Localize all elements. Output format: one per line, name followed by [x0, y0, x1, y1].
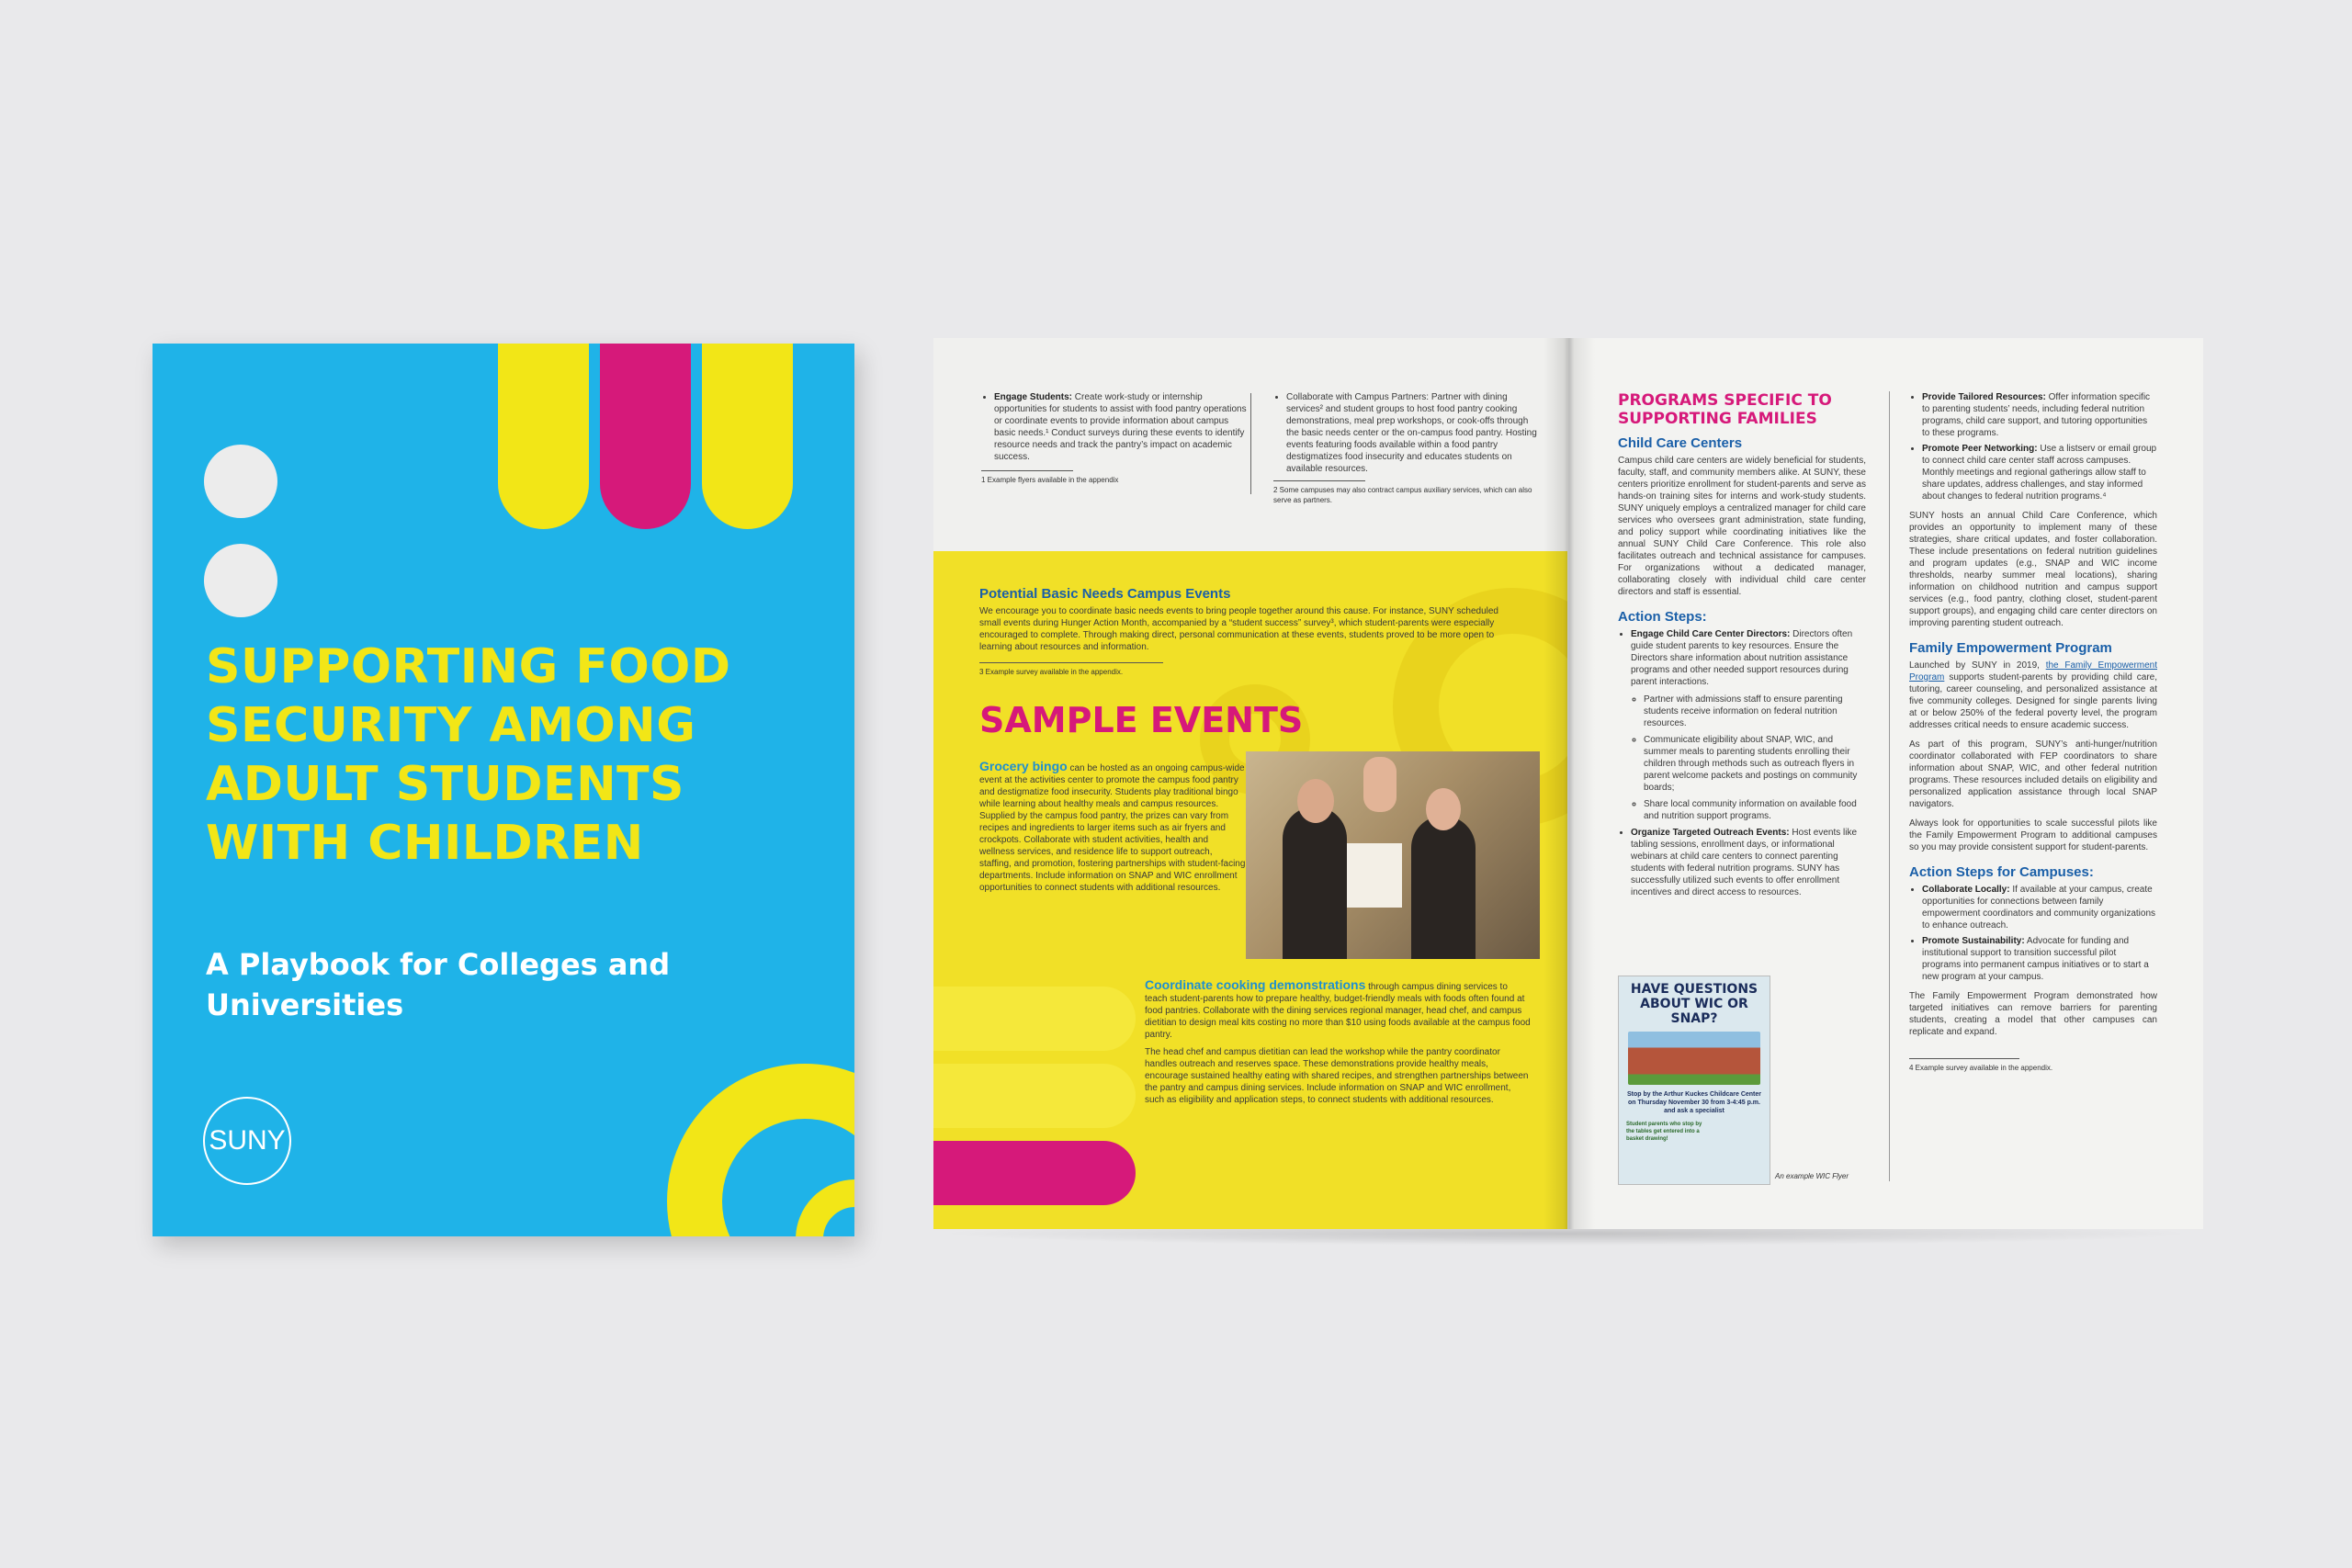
- campus-steps-heading: Action Steps for Campuses:: [1909, 864, 2094, 880]
- potential-events-heading: Potential Basic Needs Campus Events: [979, 586, 1231, 602]
- footnote-1: 1 Example flyers available in the appendix: [981, 476, 1119, 484]
- child-care-heading: Child Care Centers: [1618, 435, 1743, 451]
- flyer-building: [1628, 1032, 1760, 1085]
- open-brochure-spread: [933, 338, 2203, 1229]
- yellow-bar-deco-2: [933, 1064, 1136, 1128]
- closing-text: The Family Empowerment Program demonstrated how targeted initiatives can remove barriers for parenting students, creating a model that other campuses can replicate and expand.: [1909, 991, 2157, 1037]
- right-col2: [1909, 391, 2157, 1073]
- flyer-heading: HAVE QUESTIONS ABOUT WIC OR SNAP?: [1630, 982, 1758, 1026]
- suny-logo: SUNY: [203, 1097, 291, 1185]
- action-sub-list: ◦ Partner with admissions staff to ensure parenting students receive information on federal nutrition resources. ◦ Communicate eligibility about SNAP, WIC, and summer meals to parenting students enrolling their children through methods such as outreach flyers in parent welcome packets and postings on community boards; ◦ Share local community information on available food and nutrition support programs.: [1631, 694, 1866, 822]
- photo-person-left: [1283, 807, 1347, 959]
- cover-title: SUPPORTING FOOD SECURITY AMONG ADULT STUDENTS WITH CHILDREN: [206, 639, 731, 871]
- footnote-rule-4: [1909, 1058, 2019, 1059]
- cooking-demo-text-2: The head chef and campus dietitian can lead the workshop while the pantry coordinator handles outreach and reserves space. These demonstrations provide healthy meals, encourage sustained healthy eating with shared recipes, and strengthen partnerships between the pantry and campus dining services. Include information on SNAP and WIC enrollment, such as eligibility and application steps, to connect students with additional resources.: [1145, 1047, 1529, 1105]
- action-steps-heading: Action Steps:: [1618, 609, 1707, 625]
- footnote-rule-2: [1273, 480, 1365, 481]
- collaborate-partners-item: • Collaborate with Campus Partners: Partner with dining services² and student groups to host food pantry cooking demonstrations, meal prep workshops, or cook-offs through the basic needs center or the on-campus food pantry. Hosting events featuring foods available within a food pantry destigmatizes food insecurity and educates students on available resources.: [1273, 391, 1540, 475]
- action-steps-list: • Engage Child Care Center Directors: Directors often guide student parents to key resources. Ensure the Directors share information about nutrition assistance programs and other needed support resources during parent interactions. ◦ Partner with admissions staff to ensure parenting students receive information on federal nutrition resources. ◦ Communicate eligibility about SNAP, WIC, and summer meals to parenting students enrolling their children through methods such as outreach flyers in parent welcome packets and postings on community boards; ◦ Share local community information on available food and nutrition support programs. • Organize Targeted Outreach Events: Host events like tabling sessions, enrollment days, or informational webinars at child care centers to connect parenting students with federal nutrition programs. SUNY has successfully utilized such events to offer enrollment incentives and direct access to resources.: [1618, 628, 1866, 898]
- col1: [981, 391, 1248, 485]
- left-page: [933, 338, 1567, 1229]
- wic-flyer: [1618, 976, 1770, 1185]
- cover-dot-2: [204, 544, 277, 617]
- col2: [1273, 391, 1540, 505]
- photo-person-right-head: [1426, 788, 1461, 830]
- grocery-bingo-text: Grocery bingo can be hosted as an ongoing campus-wide event at the activities center to promote the campus food pantry and destigmatize food insecurity. Students play traditional bingo while learning about healthy meals and campus resources. Supplied by the campus food pantry, the prizes can vary from recipes and ingredients to larger items such as air fryers and crockpots. Collaborate with student activities, health and wellness services, and residence life to support outreach, staffing, and promotion, fostering partnerships with student-facing departments. Include information on SNAP and WIC enrollment opportunities to connect students with additional resources.: [979, 759, 1246, 893]
- fep-text-1: Launched by SUNY in 2019, the Family Empowerment Program supports student-parents by providing child care, tutoring, career counseling, and personalized assistance at five community colleges. Designed for single parents living at or below 250% of the federal poverty level, the program addresses critical needs to ensure academic success.: [1909, 660, 2158, 730]
- provide-resources-list: • Provide Tailored Resources: Offer information specific to parenting students’ needs, including federal nutrition programs, child care support, and tutoring opportunities to these programs. • Promote Peer Networking: Use a listserv or email group to connect child care center staff across campuses. Monthly meetings and regional gatherings allow staff to share updates, address challenges, and stay informed about changes to federal nutrition programs.⁴: [1909, 391, 2157, 502]
- yellow-panel: [933, 551, 1567, 1229]
- sample-events-heading: SAMPLE EVENTS: [979, 700, 1304, 740]
- potential-events-text: We encourage you to coordinate basic needs events to bring people together around this cause. For instance, SUNY scheduled small events during Hunger Action Month, accompanied by a “student success” survey³, which student-parents were especially encouraged to complete. Through making direct, personal communication at these events, students proved to be more open to learning about resources and information.: [979, 606, 1498, 652]
- cooking-demo-text: Coordinate cooking demonstrations through campus dining services to teach student-parents how to prepare healthy, budget-friendly meals with foods often found at food pantries. Collaborate with the dining services regional manager, head chef, and campus dietitian to design meal kits costing no more than $10 using foods available at the campus food pantry.: [1145, 977, 1531, 1040]
- playbook-cover: [153, 344, 854, 1236]
- flyer-small: Student parents who stop by the tables get entered into a basket drawing!: [1626, 1122, 1702, 1142]
- yellow-bar-deco-1: [933, 987, 1136, 1051]
- flyer-text: Stop by the Arthur Kuckes Childcare Center on Thursday November 30 from 3-4:45 p.m. and ask a specialist: [1627, 1091, 1761, 1114]
- right-col1: [1618, 391, 1866, 902]
- photo-hands: [1363, 757, 1396, 812]
- spread-gutter: [1544, 338, 1595, 1229]
- programs-heading: PROGRAMS SPECIFIC TO SUPPORTING FAMILIES: [1618, 391, 1832, 428]
- cover-subtitle: A Playbook for Colleges and Universities: [206, 947, 671, 1022]
- cooking-demo-block: [1145, 979, 1531, 1106]
- footnote-3: 3 Example survey available in the appendix.: [979, 668, 1124, 676]
- photo-poster: [1347, 843, 1402, 908]
- footnote-2: 2 Some campuses may also contract campus auxiliary services, which can also serve as partners.: [1273, 486, 1532, 504]
- high-five-photo: [1246, 751, 1540, 959]
- cover-magenta-bar: [600, 344, 691, 529]
- magenta-bar-deco: [933, 1141, 1136, 1205]
- cover-yellow-bar-2: [702, 344, 793, 529]
- column-divider-right: [1889, 391, 1890, 1181]
- photo-person-left-head: [1297, 779, 1334, 823]
- fep-link[interactable]: the Family Empowerment Program: [1909, 660, 2158, 682]
- cover-dot-1: [204, 445, 277, 518]
- photo-person-right: [1411, 816, 1476, 959]
- right-page: [1567, 338, 2203, 1229]
- fep-text-3: Always look for opportunities to scale successful pilots like the Family Empowerment Program to additional campuses so you may provide consistent support for student-parents.: [1909, 818, 2157, 852]
- child-care-text: Campus child care centers are widely beneficial for students, faculty, staff, and community members alike. At SUNY, these centers prioritize enrollment for student-parents and serve as hands-on training sites for interns and work-study students. SUNY uniquely employs a centralized manager for child care services who oversees grant administration, state funding, and policy support while coordinating initiatives like the annual SUNY Child Care Conference. This role also facilitates outreach and technical assistance for campuses. For organizations without a dedicated manager, collaborating closely with individual child care center directors and staff is essential.: [1618, 456, 1866, 597]
- potential-events-block: [979, 586, 1521, 677]
- fep-text-2: As part of this program, SUNY’s anti-hunger/nutrition coordinator collaborated with FEP coordinators to share information about SNAP, WIC, and other federal nutrition programs. These resources included details on eligibility and personalized application assistance through local SNAP navigators.: [1909, 739, 2157, 809]
- flyer-caption: An example WIC Flyer: [1775, 1172, 1849, 1180]
- engage-students-item: • Engage Students: Create work-study or internship opportunities for students to assist with food pantry operations or coordinate events to provide information about campus basic needs.¹ Conduct surveys during these events to identify resource needs and track the pantry’s impact on academic success.: [981, 391, 1248, 463]
- conference-text: SUNY hosts an annual Child Care Conference, which provides an opportunity to implement many of these strategies, share critical updates, and foster collaboration. These include presentations on federal nutrition guidelines and program updates (e.g., SNAP and WIC income thresholds, nearby summer meal locations), sharing information on childhood nutrition and campus support services (e.g., food pantry, clothing closet, student-parent support groups), and engaging child care center directors on improving parenting student outreach.: [1909, 511, 2157, 628]
- fep-heading: Family Empowerment Program: [1909, 640, 2112, 656]
- footnote-rule-1: [981, 470, 1073, 471]
- campus-steps-list: • Collaborate Locally: If available at your campus, create opportunities for connections between family empowerment coordinators and community organizations to enhance outreach. • Promote Sustainability: Advocate for funding and institutional support to transition successful pilot programs into permanent campus initiatives or to start a new program at your campus.: [1909, 884, 2157, 983]
- grocery-bingo-block: [979, 761, 1246, 894]
- footnote-rule-3: [979, 662, 1163, 663]
- footnote-4: 4 Example survey available in the appendix.: [1909, 1064, 2053, 1072]
- cover-yellow-bar-1: [498, 344, 589, 529]
- column-divider-left: [1250, 393, 1251, 494]
